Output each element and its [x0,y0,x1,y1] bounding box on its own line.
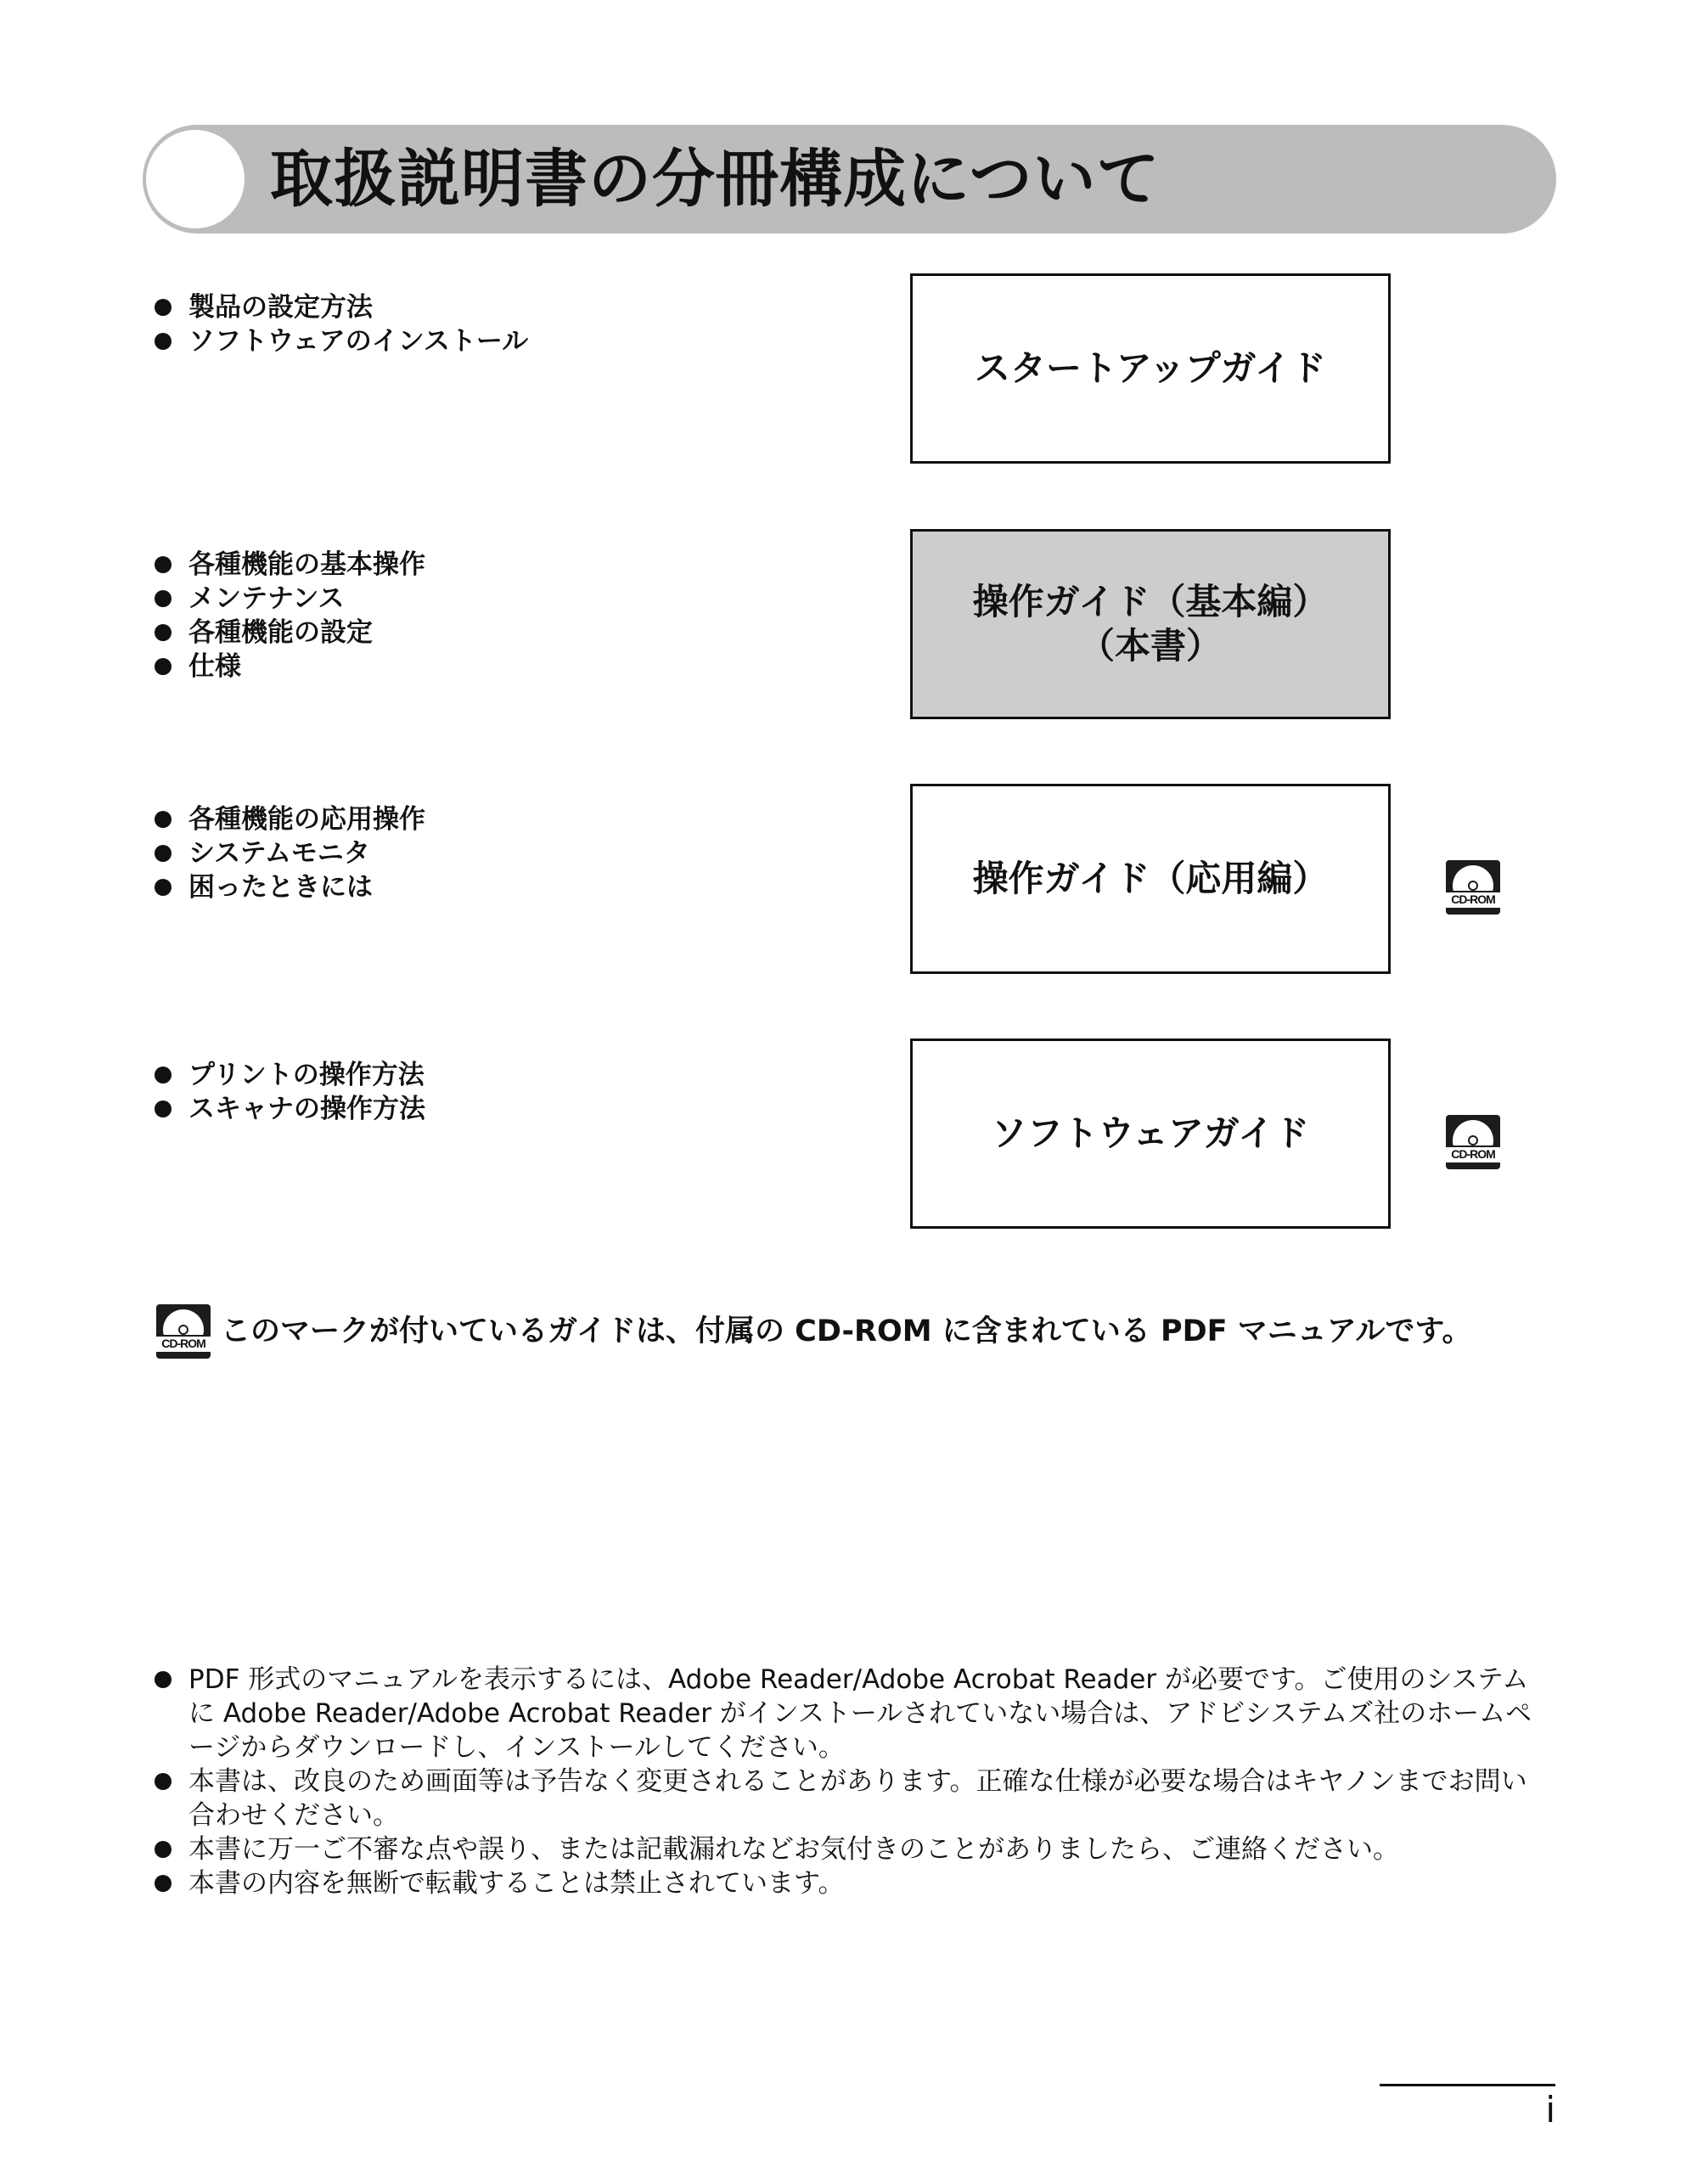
cd-rom-icon-label: CD-ROM [1446,1145,1500,1164]
section-1-bullets [153,290,528,358]
cd-rom-mark-note: このマークが付いているガイドは、付属の CD-ROM に含まれている PDF マニュアルです。 [221,1314,1472,1348]
note-item: 本書は、改良のため画面等は予告なく変更されることがあります。正確な仕様が必要な場合はキヤノンまでお問い合わせください。 [153,1765,1545,1832]
list-item: メンテナンス [153,582,425,616]
page-number-rule [1380,2084,1555,2086]
list-item: 仕様 [153,650,425,684]
list-item: 各種機能の基本操作 [153,548,425,582]
guide-box-software [910,1039,1391,1229]
list-item: 困ったときには [153,870,425,904]
guide-box-startup [910,273,1391,464]
note-item: PDF 形式のマニュアルを表示するには、Adobe Reader/Adobe Acrobat Reader が必要です。ご使用のシステムに Adobe Reader/Adobe Acrobat Reader がインストールされていない場合は、アドビシステムズ社のホームページからダウンロードし、インストールしてください。 [153,1663,1545,1765]
cd-rom-icon-label: CD-ROM [1446,891,1500,909]
list-item: 各種機能の応用操作 [153,802,425,836]
cd-rom-icon [156,1304,211,1359]
notes-list [153,1663,1545,1900]
guide-title: 操作ガイド（応用編） [972,858,1329,899]
guide-box-basic [910,529,1391,719]
guide-title: スタートアップガイド [974,347,1327,389]
list-item: プリントの操作方法 [153,1058,425,1092]
section-4-bullets [153,1058,425,1126]
list-item: ソフトウェアのインストール [153,324,528,358]
cd-rom-icon-label: CD-ROM [156,1335,211,1354]
guide-box-advanced [910,784,1391,974]
list-item: 製品の設定方法 [153,290,528,324]
title-circle-decoration [146,130,245,228]
page-number: i [1545,2089,1555,2131]
list-item: スキャナの操作方法 [153,1092,425,1126]
list-item: システムモニタ [153,836,425,870]
note-item: 本書に万一ご不審な点や誤り、または記載漏れなどお気付きのことがありましたら、ご連絡ください。 [153,1832,1545,1866]
cd-rom-icon [1446,860,1500,915]
guide-title: ソフトウェアガイド [991,1112,1310,1154]
page-title: 取扱説明書の分冊構成について [270,143,1161,216]
note-item: 本書の内容を無断で転載することは禁止されています。 [153,1866,1545,1900]
cd-rom-icon [1446,1115,1500,1169]
list-item: 各種機能の設定 [153,616,425,650]
section-3-bullets [153,802,425,904]
guide-subtitle: （本書） [1078,625,1222,667]
section-2-bullets [153,548,425,684]
guide-title: 操作ガイド（基本編） [972,581,1329,622]
